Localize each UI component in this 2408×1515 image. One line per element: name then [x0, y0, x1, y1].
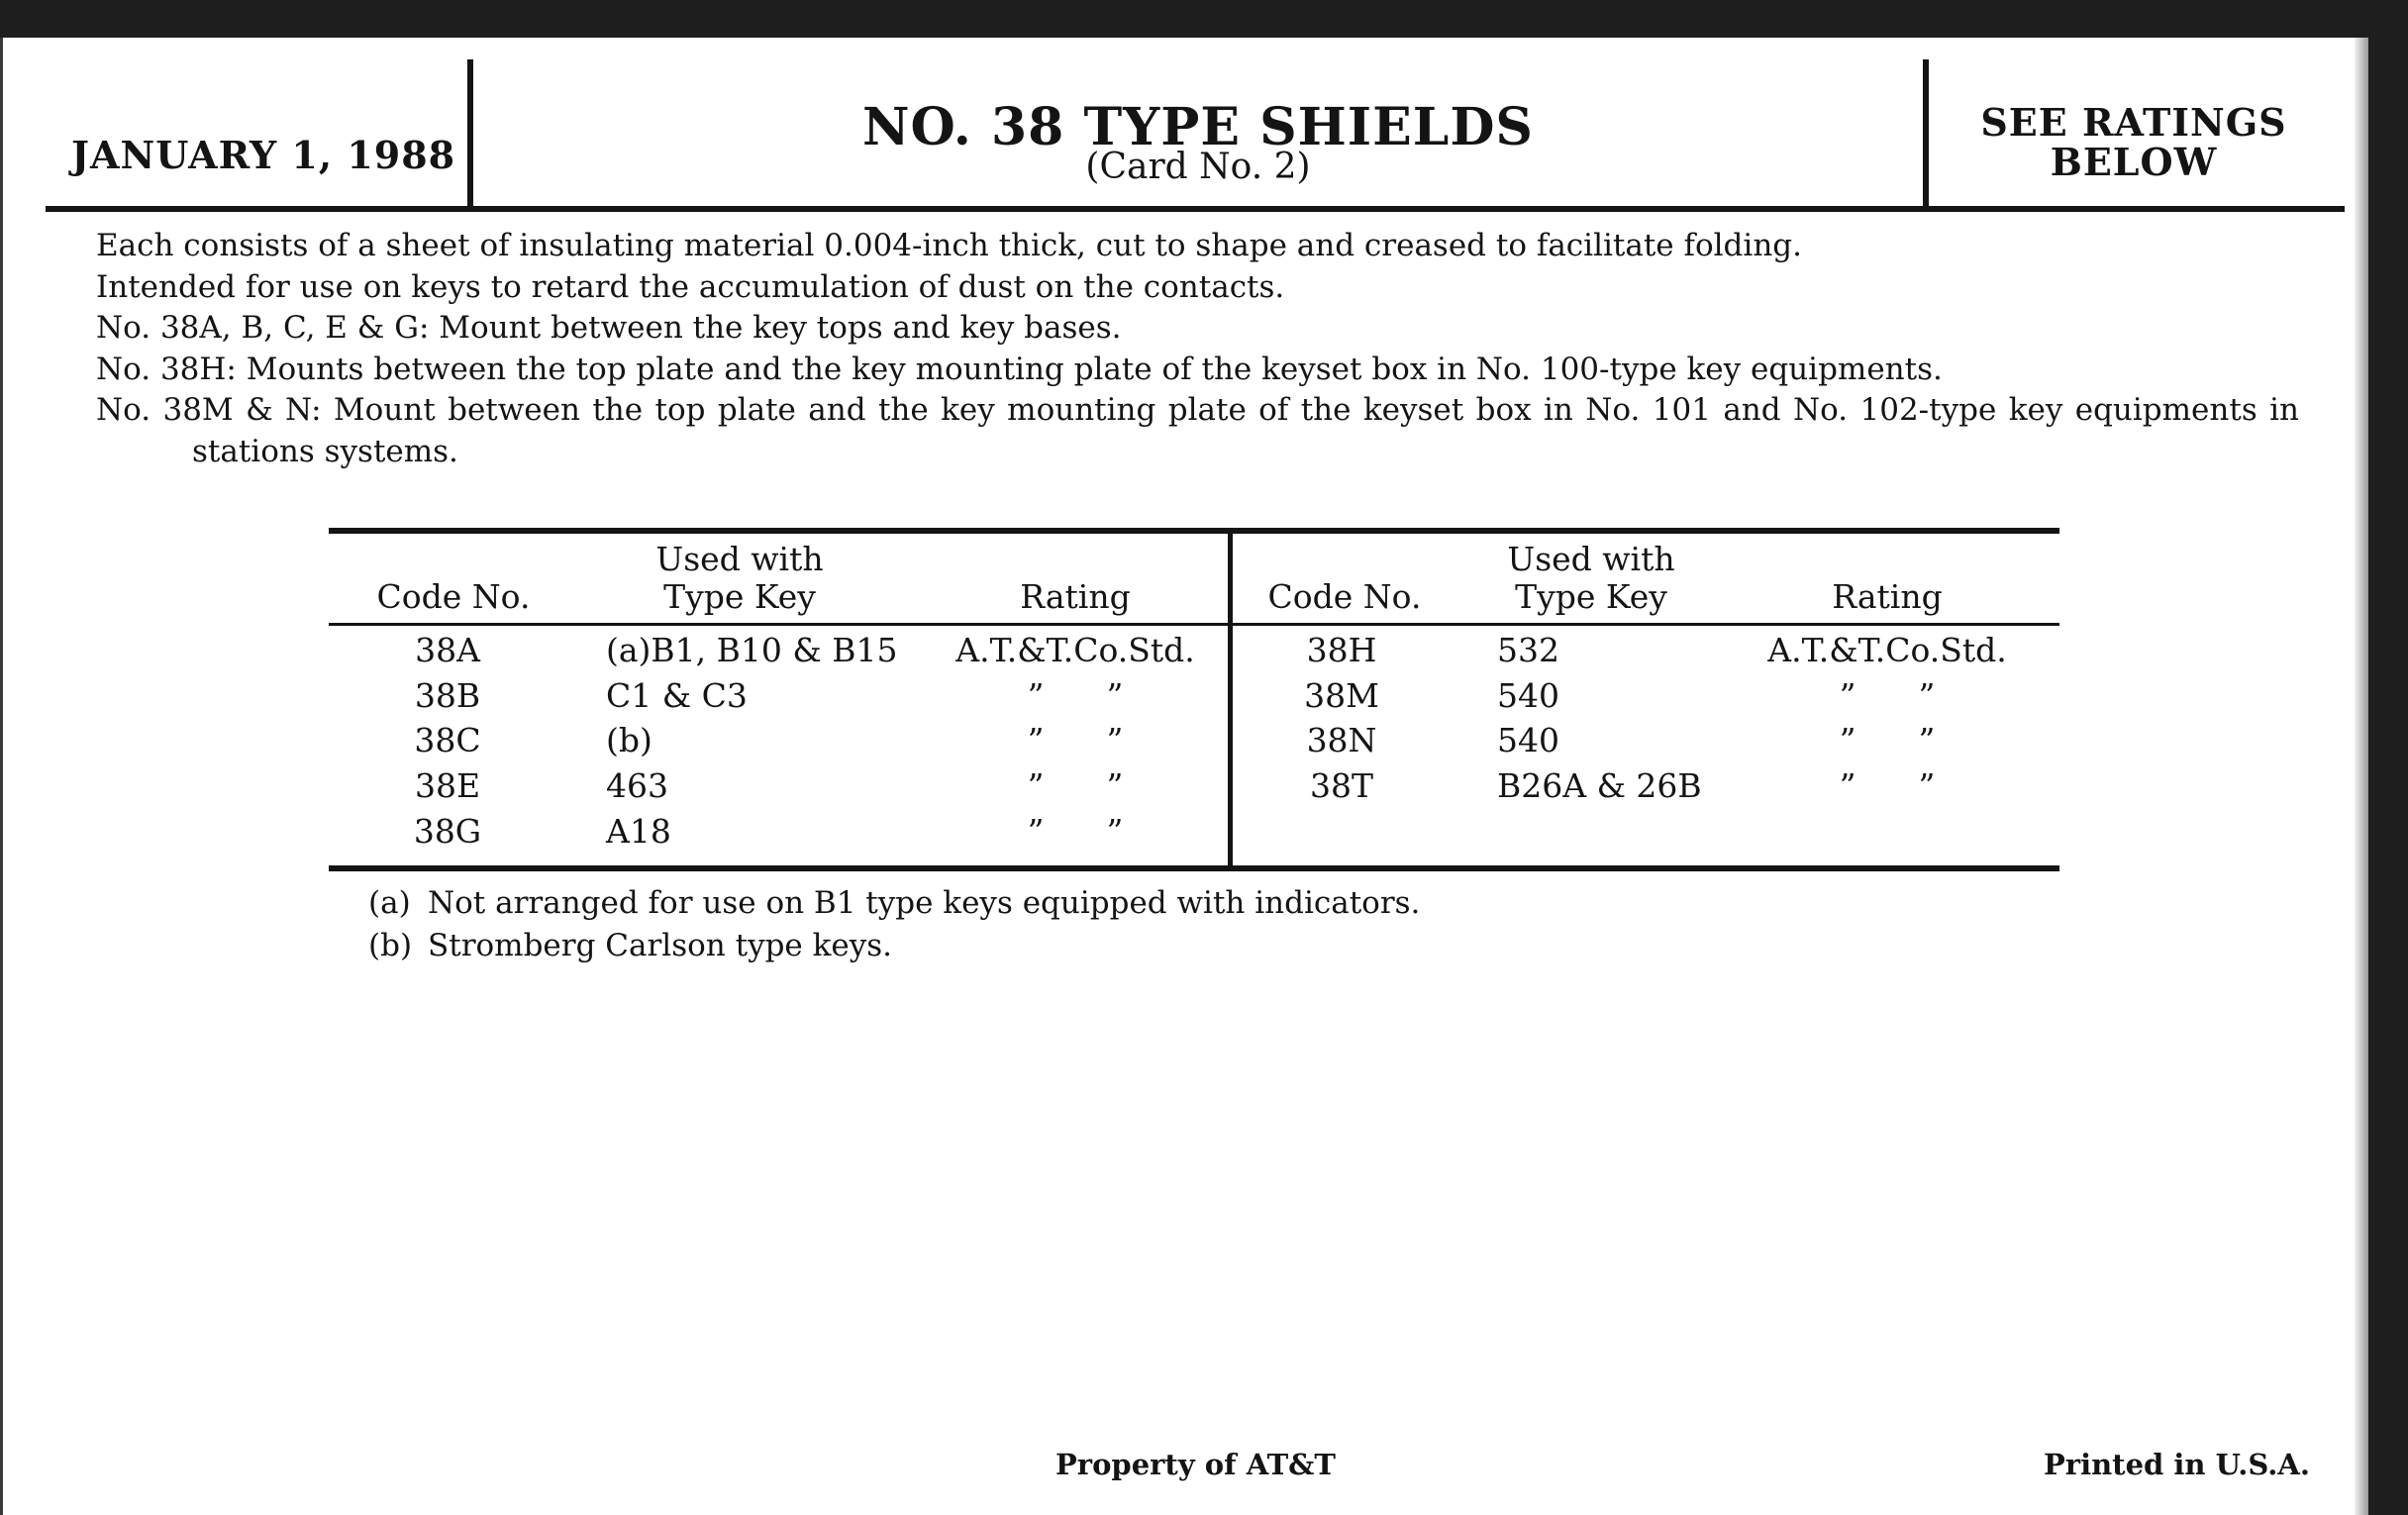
scan-top-border: [0, 0, 2408, 38]
header-used-with: Used with: [655, 540, 824, 578]
card-title: NO. 38 TYPE SHIELDS: [862, 97, 1534, 157]
header-rating: Rating: [1020, 577, 1131, 616]
scan-right-shadow: [2355, 38, 2368, 1515]
table-cell-code: 38H: [1306, 631, 1377, 669]
table-bottom-rule: [329, 865, 2059, 871]
description-line: No. 38H: Mounts between the top plate and the key mounting plate of the keyset box in No. 100-type key equipments.: [96, 351, 1943, 387]
table-cell-code: 38C: [414, 721, 481, 759]
table-cell-rating: ” ”: [1027, 766, 1124, 805]
footer-property: Property of AT&T: [1055, 1448, 1336, 1481]
description: [96, 226, 2299, 472]
table-cell-code: 38T: [1309, 766, 1374, 805]
footnote-text: Stromberg Carlson type keys.: [428, 928, 893, 963]
table-cell-key: B26A & 26B: [1497, 766, 1702, 805]
table-center-divider: [1228, 528, 1233, 871]
ratings-notice: [1926, 100, 2342, 184]
header-used-with: Used with: [1507, 540, 1675, 578]
header-code-no: Code No.: [376, 577, 531, 616]
footnote-label: (b): [368, 928, 413, 963]
table-cell-key: (b): [606, 721, 652, 759]
header-rule: [46, 206, 2345, 212]
table-cell-rating: A.T.&T.Co.Std.: [1767, 631, 2007, 669]
card-subtitle: (Card No. 2): [1085, 147, 1311, 187]
table-cell-rating: ” ”: [1027, 676, 1124, 715]
description-line: Each consists of a sheet of insulating material 0.004-inch thick, cut to shape and creased to facilitate folding.: [96, 228, 1802, 263]
description-line: No. 38M & N: Mount between the top plate and the key mounting plate of the keyset box in No. 101 and No. 102-type key equipments in stations systems.: [96, 392, 2299, 469]
table-cell-key: C1 & C3: [606, 676, 748, 715]
table-cell-key: 540: [1497, 676, 1559, 715]
table-cell-code: 38N: [1306, 721, 1377, 759]
footnote: [368, 925, 1420, 967]
description-line: No. 38A, B, C, E & G: Mount between the key tops and key bases.: [96, 310, 1122, 346]
table-cell-rating: ” ”: [1027, 721, 1124, 759]
table-top-rule: [329, 528, 2059, 534]
table-cell-code: 38E: [414, 766, 481, 805]
table-cell-code: 38M: [1304, 676, 1379, 715]
scan-right-border: [2368, 0, 2408, 1515]
table-cell-rating: ” ”: [1839, 676, 1936, 715]
table-cell-code: 38B: [414, 676, 481, 715]
table-cell-key: 463: [606, 766, 668, 805]
footer-printed: Printed in U.S.A.: [2044, 1448, 2310, 1481]
table-cell-rating: ” ”: [1027, 812, 1124, 851]
header-code-no: Code No.: [1267, 577, 1422, 616]
ratings-notice-line1: SEE RATINGS: [1980, 100, 2287, 145]
footnotes: [368, 882, 1420, 967]
table-cell-key: 540: [1497, 721, 1559, 759]
table-cell-rating: ” ”: [1839, 766, 1936, 805]
scan-left-edge: [0, 38, 3, 1515]
ratings-notice-line2: BELOW: [2050, 140, 2218, 184]
table-cell-code: 38A: [415, 631, 480, 669]
table-cell-key: A18: [606, 812, 671, 851]
table-cell-rating: ” ”: [1839, 721, 1936, 759]
table-cell-rating: A.T.&T.Co.Std.: [955, 631, 1195, 669]
card-date: JANUARY 1, 1988: [71, 133, 456, 177]
header-type-key: Type Key: [663, 577, 816, 616]
table-cell-key: (a)B1, B10 & B15: [606, 631, 898, 669]
table-cell-code: 38G: [413, 812, 482, 851]
footnote: [368, 882, 1420, 925]
table-cell-key: 532: [1497, 631, 1559, 669]
footnote-label: (a): [368, 885, 411, 921]
footnote-text: Not arranged for use on B1 type keys equipped with indicators.: [428, 885, 1421, 921]
table-header-rule: [329, 623, 2059, 626]
header-type-key: Type Key: [1515, 577, 1667, 616]
header-rating: Rating: [1832, 577, 1943, 616]
description-line: Intended for use on keys to retard the accumulation of dust on the contacts.: [96, 268, 1285, 305]
